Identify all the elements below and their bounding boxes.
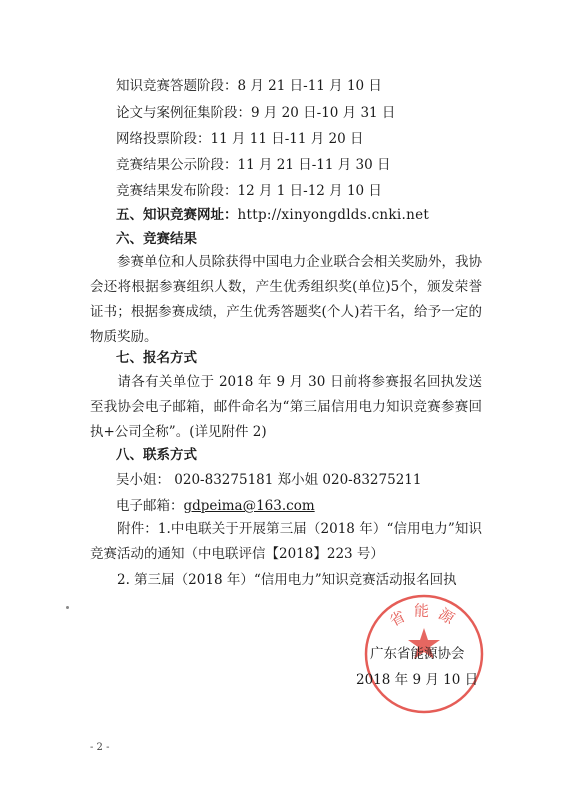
contest-url-link[interactable]: http://xinyongdlds.cnki.net: [237, 207, 430, 223]
email-link[interactable]: gdpeima@163.com: [183, 498, 315, 514]
schedule-line-5: 竞赛结果发布阶段：12 月 1 日-12 月 10 日: [116, 183, 382, 199]
contact-phones: 吴小姐： 020-83275181 郑小姐 020-83275211: [116, 472, 422, 488]
schedule-line-3: 网络投票阶段：11 月 11 日-11 月 20 日: [116, 131, 364, 147]
signature-date: 2018 年 9 月 10 日: [356, 672, 479, 688]
svg-text:省能源: [386, 602, 464, 632]
schedule-line-4: 竞赛结果公示阶段：11 月 21 日-11 月 30 日: [116, 157, 391, 173]
schedule-line-2: 论文与案例征集阶段：9 月 20 日-10 月 31 日: [116, 105, 396, 121]
attachment-1: 附件：1.中电联关于开展第三届（2018 年）“信用电力”知识竞赛活动的通知（中电联评信【2018】223 号）: [90, 521, 482, 562]
email-label: 电子邮箱：: [116, 498, 184, 514]
section8-heading: 八、联系方式: [116, 447, 197, 463]
page-number: - 2 -: [90, 742, 110, 753]
attachment-2: 2. 第三届（2018 年）“信用电力”知识竞赛活动报名回执: [117, 572, 457, 588]
section6-heading: 六、竞赛结果: [116, 231, 197, 247]
section5-heading: 五、知识竞赛网址：: [116, 207, 238, 223]
scan-speck: [66, 606, 69, 609]
schedule-line-1: 知识竞赛答题阶段：8 月 21 日-11 月 10 日: [116, 78, 382, 94]
section6-body: 参赛单位和人员除获得中国电力企业联合会相关奖励外，我协会还将根据参赛组织人数，产生优秀组织奖(单位)5个，颁发荣誉证书；根据参赛成绩，产生优秀答题奖(个人)若干名，给予一定的物质奖励。: [90, 254, 482, 345]
seal-text: 省能源: [386, 601, 465, 633]
signature-org: 广东省能源协会: [370, 646, 465, 662]
section7-body: 请各有关单位于 2018 年 9 月 30 日前将参赛报名回执发送至我协会电子邮箱，邮件命名为“第三届信用电力知识竞赛参赛回执+公司全称”。(详见附件 2): [90, 374, 482, 440]
contact-email-line: [116, 496, 315, 516]
section5-line: [116, 205, 429, 225]
section7-heading: 七、报名方式: [116, 350, 197, 366]
